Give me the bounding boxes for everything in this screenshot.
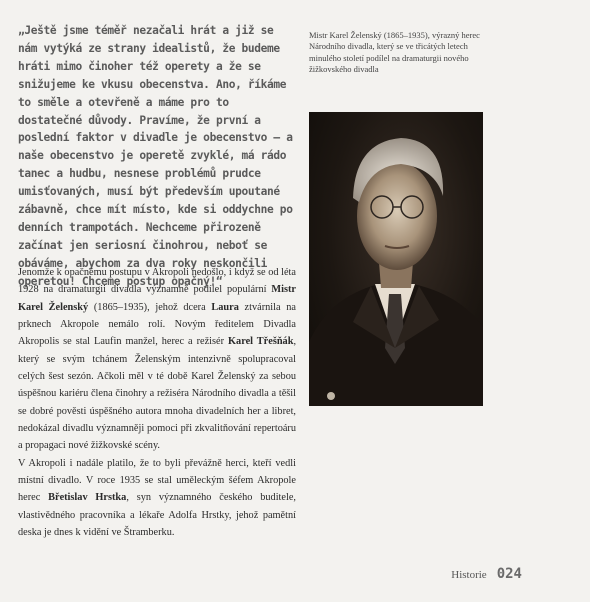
paragraph-2: V Akropoli i nadále platilo, že to byli převážně herci, kteří vedli místní divadlo. V roce 1935 se stal uměleckým šéfem Akropole herec Břetislav Hrstka, syn významného českého buditele, vlastivědného pracovníka a lékaře Adolfa Hrstky, jehož pamětní deska je dnes k vidění ve Štramberku. — [18, 457, 296, 539]
portrait-image — [309, 112, 483, 406]
name-karel-tresnak: Karel Třešňák — [228, 336, 294, 348]
paragraph-1: Jenomže k opačnému postupu v Akropoli nedošlo, i když se od léta 1928 na dramaturgii divadla významně podílel populární Mistr Karel Želenský (1865–1935), jehož dcera Laura ztvárnila na prknech Akropole nemálo rolí. Novým ředitelem Divadla Akropolis se stal Laufin manžel, herec a režisér Karel Třešňák, který se svým tchánem Želenským intenzivně spolupracoval celých šest sezón. Ačkoli měl v té době Karel Želenský za sebou úspěšnou kariéru člena činohry a režiséra Národního divadla a těšil se dobré pověsti úspěšného autora mnoha divadelních her a libret, nedokázal divadlu významněji pomoci při zkvalitňování repertoáru a propagaci nové žižkovské scény. — [18, 267, 297, 452]
article-body — [18, 264, 296, 542]
page-footer — [451, 566, 522, 582]
name-karel-zelensky: Mistr Karel Želenský — [18, 284, 296, 313]
photo-caption: Mistr Karel Želenský (1865–1935), výrazný herec Národního divadla, který se ve třicátých letech minulého století podílel na dramaturgii nového žižkovského divadla — [309, 30, 480, 75]
page-number: 024 — [496, 566, 522, 582]
name-bretislav-hrstka: Břetislav Hrstka — [48, 492, 127, 504]
portrait-photo — [309, 112, 483, 406]
section-label: Historie — [451, 569, 487, 581]
pull-quote: „Ještě jsme téměř nezačali hrát a již se nám vytýká ze strany idealistů, že budeme hráti mimo činoher též operety a že se snižujeme ke vkusu obecenstva. Ano, říkáme to směle a otevřeně a máme pro to dostatečné důvody. Pravíme, že první a poslední faktor v divadle je obecenstvo – a naše obecenstvo je operetě zvyklé, má rádo tanec a hudbu, nesnese problémů prudce umisťovaných, musí být především upoutané zábavně, chce mít místo, kde si oddychne po denních trampotách. Nechceme přirozeně začínat jen seriosní činohrou, neboť se obáváme, abychom za dva roky neskončili operetou! Chceme postup opačný!“ — [18, 24, 293, 288]
name-laura: Laura — [211, 301, 239, 313]
